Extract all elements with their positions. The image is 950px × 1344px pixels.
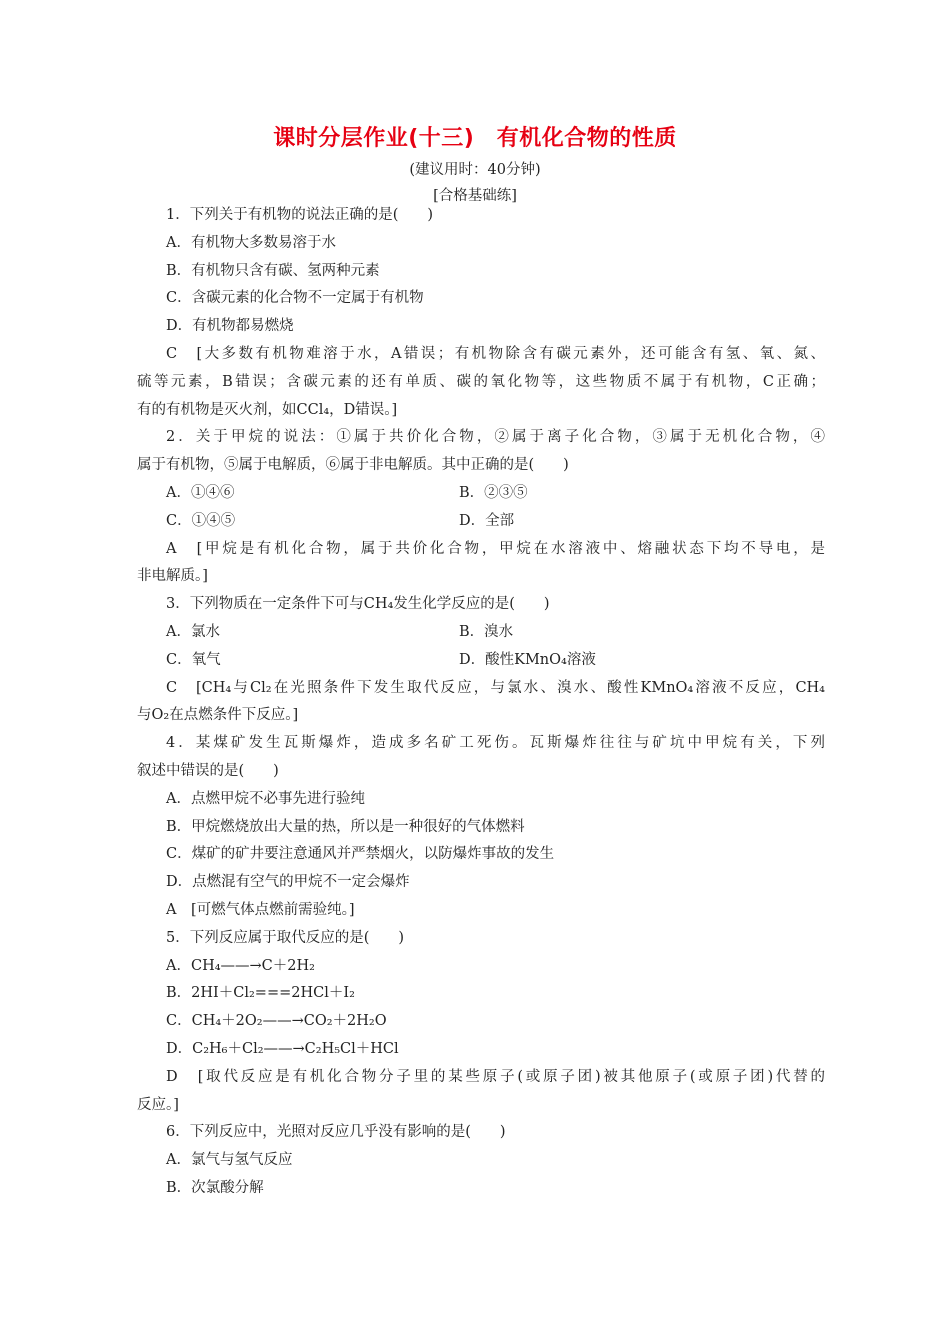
- option: B．②③⑤: [459, 484, 528, 501]
- answer-explanation: C [大多数有机物难溶于水，A错误；有机物除含有碳元素外，还可能含有氢、氧、氮、: [166, 345, 825, 362]
- option: C．煤矿的矿井要注意通风并严禁烟火，以防爆炸事故的发生: [166, 846, 555, 863]
- option: B．次氯酸分解: [166, 1179, 264, 1196]
- question-stem: 4．某煤矿发生瓦斯爆炸，造成多名矿工死伤。瓦斯爆炸往往与矿坑中甲烷有关，下列: [166, 735, 825, 752]
- option: A．点燃甲烷不必事先进行验纯: [166, 790, 365, 807]
- answer-explanation: 非电解质。]: [137, 568, 208, 585]
- option-row: [137, 480, 825, 508]
- option: A．氯水: [166, 623, 220, 640]
- question-stem: 1．下列关于有机物的说法正确的是( ): [166, 207, 434, 223]
- answer-explanation: 反应。]: [137, 1096, 179, 1113]
- answer-explanation: C [CH₄与Cl₂在光照条件下发生取代反应，与氯水、溴水、酸性KMnO₄溶液不反应，CH₄: [166, 679, 825, 696]
- option: A．氯气与氢气反应: [166, 1152, 293, 1169]
- option: B．2HI＋Cl₂===2HCl＋I₂: [166, 985, 355, 1002]
- option: B．溴水: [459, 623, 514, 640]
- option: A．有机物大多数易溶于水: [166, 234, 336, 251]
- option: C．含碳元素的化合物不一定属于有机物: [166, 290, 424, 307]
- option: B．甲烷燃烧放出大量的热，所以是一种很好的气体燃料: [166, 818, 525, 835]
- question-list: [137, 202, 825, 1203]
- option: A．①④⑥: [166, 484, 235, 501]
- time-suggestion: (建议用时：40分钟): [409, 162, 541, 178]
- option: D．全部: [459, 512, 515, 529]
- answer-explanation: 硫等元素，B错误；含碳元素的还有单质、碳的氧化物等，这些物质不属于有机物，C正确；: [137, 373, 825, 390]
- option: D．C₂H₆＋Cl₂——→C₂H₅Cl＋HCl: [166, 1040, 399, 1057]
- question-stem: 5．下列反应属于取代反应的是( ): [166, 929, 405, 946]
- option-row: [137, 647, 825, 675]
- question-stem: 6．下列反应中，光照对反应几乎没有影响的是( ): [166, 1124, 506, 1141]
- question-stem: 2．关于甲烷的说法：①属于共价化合物，②属于离子化合物，③属于无机化合物，④: [166, 429, 825, 446]
- option: C．CH₄＋2O₂——→CO₂＋2H₂O: [166, 1013, 387, 1030]
- question-stem: 3．下列物质在一定条件下可与CH₄发生化学反应的是( ): [166, 596, 550, 613]
- answer-explanation: D [取代反应是有机化合物分子里的某些原子(或原子团)被其他原子(或原子团)代替的: [166, 1068, 825, 1085]
- page-title: 课时分层作业(十三) 有机化合物的性质: [273, 126, 677, 151]
- question-stem: 属于有机物，⑤属于电解质，⑥属于非电解质。其中正确的是( ): [137, 457, 569, 474]
- option: D．点燃混有空气的甲烷不一定会爆炸: [166, 874, 410, 891]
- option: B．有机物只含有碳、氢两种元素: [166, 262, 380, 279]
- option: C．氧气: [166, 651, 221, 668]
- option: C．①④⑤: [166, 512, 236, 529]
- option: D．酸性KMnO₄溶液: [459, 651, 596, 668]
- answer-explanation: A [甲烷是有机化合物，属于共价化合物，甲烷在水溶液中、熔融状态下均不导电，是: [166, 540, 826, 557]
- option-row: [137, 619, 825, 647]
- section-heading: [合格基础练]: [433, 188, 517, 204]
- option-row: [137, 508, 825, 536]
- option: A．CH₄——→C＋2H₂: [166, 957, 315, 974]
- question-stem: 叙述中错误的是( ): [137, 762, 279, 779]
- answer-explanation: 有的有机物是灭火剂，如CCl₄，D错误。]: [137, 401, 398, 418]
- answer-explanation: A [可燃气体点燃前需验纯。]: [166, 901, 355, 918]
- option: D．有机物都易燃烧: [166, 318, 294, 335]
- answer-explanation: 与O₂在点燃条件下反应。]: [137, 707, 299, 724]
